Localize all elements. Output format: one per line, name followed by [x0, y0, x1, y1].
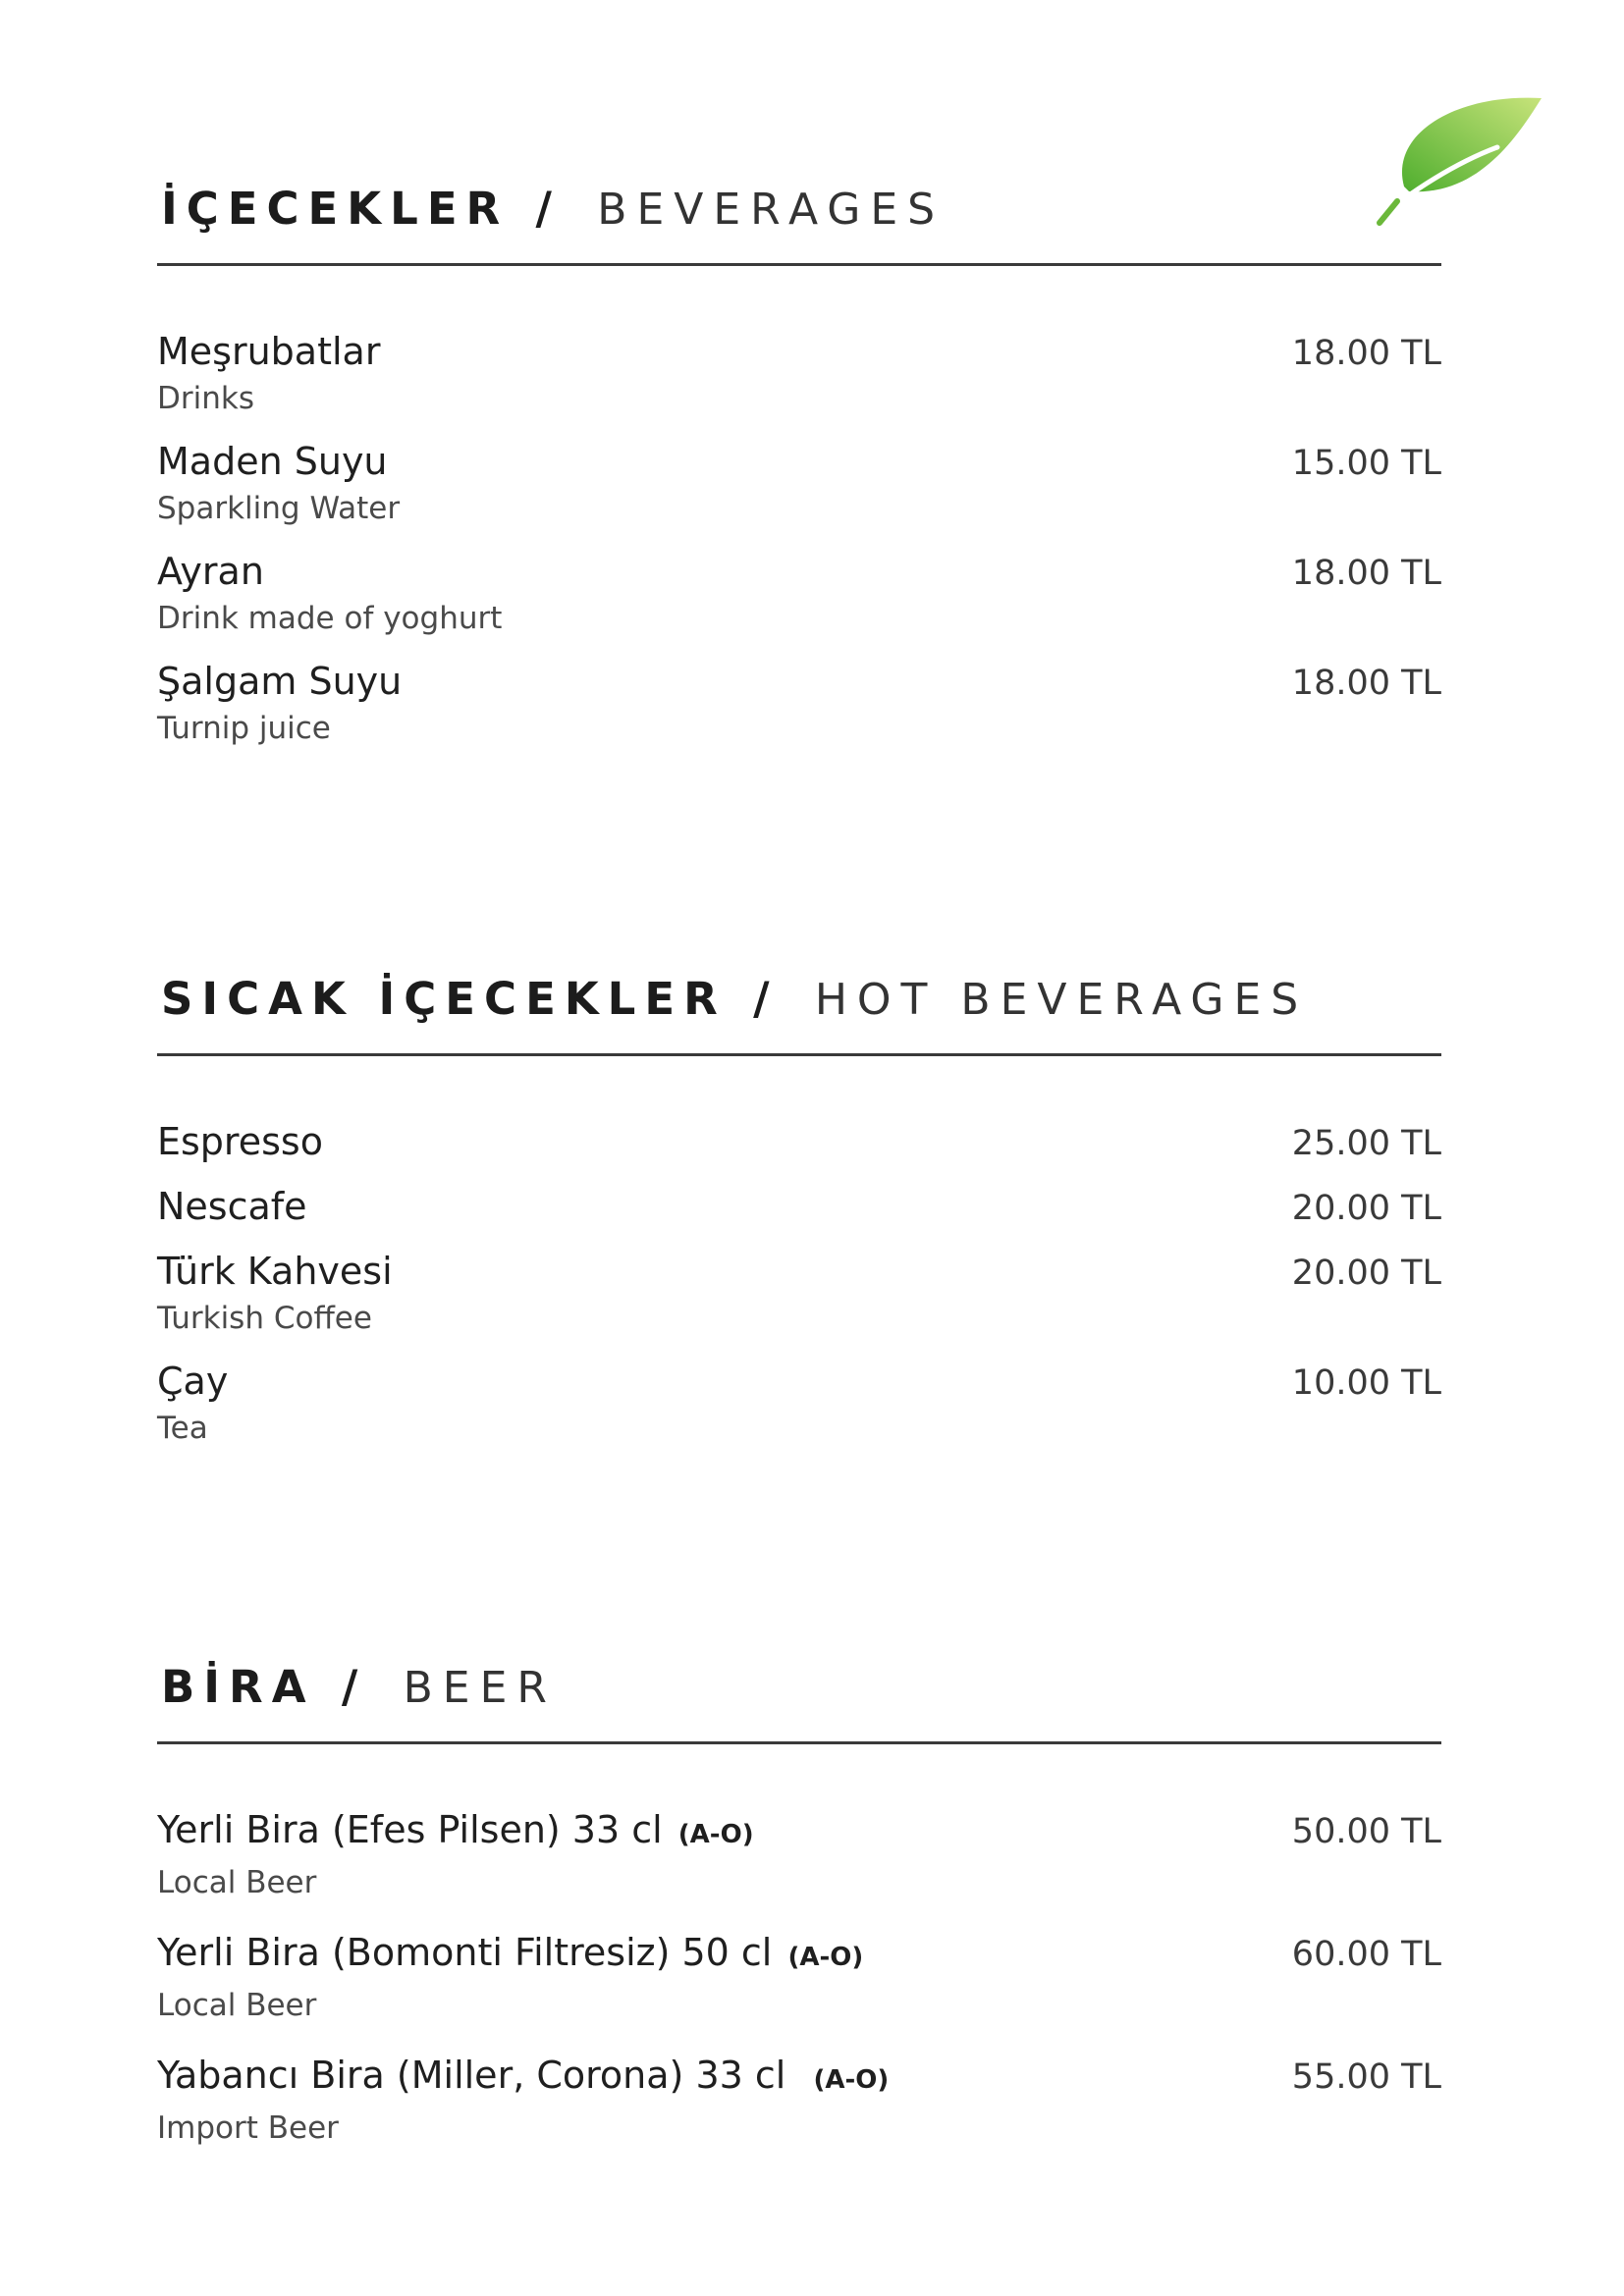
item-price: 18.00 TL: [1291, 554, 1441, 593]
item-price: 50.00 TL: [1291, 1812, 1441, 1851]
age-tag: (A-O): [787, 1943, 864, 1972]
title-slash: /: [535, 183, 561, 235]
item-name: [157, 2054, 1441, 2097]
section-title-en: BEVERAGES: [597, 185, 946, 235]
item-price: 60.00 TL: [1291, 1935, 1441, 1974]
item-name: Ayran: [157, 550, 264, 593]
section-beverages: [157, 183, 1441, 773]
section-title: [157, 973, 1441, 1025]
item-name-text: Yabancı Bira (Miller, Corona) 33 cl: [157, 2054, 786, 2097]
item-description: Drinks: [157, 381, 254, 416]
menu-item: [157, 2056, 1441, 2179]
title-slash: /: [753, 973, 779, 1025]
item-name: [157, 1808, 1441, 1851]
item-name: Şalgam Suyu: [157, 660, 403, 703]
item-price: 25.00 TL: [1291, 1124, 1441, 1163]
menu-item: [157, 660, 1441, 773]
item-name-text: Yerli Bira (Bomonti Filtresiz) 50 cl: [157, 1931, 773, 1974]
item-price: 55.00 TL: [1291, 2057, 1441, 2097]
item-description: Import Beer: [157, 2110, 339, 2146]
item-description: Local Beer: [157, 1865, 317, 1900]
section-hot-beverages: [157, 973, 1441, 1472]
section-divider: [157, 1741, 1441, 1744]
menu-item: [157, 550, 1441, 663]
section-title-tr: BİRA: [161, 1661, 315, 1713]
item-name: [157, 1931, 1441, 1974]
section-divider: [157, 263, 1441, 266]
item-description: Local Beer: [157, 1988, 317, 2023]
item-price: 20.00 TL: [1291, 1189, 1441, 1228]
menu-item: [157, 1808, 1441, 1934]
section-title-en: HOT BEVERAGES: [814, 975, 1309, 1025]
menu-item: [157, 330, 1441, 443]
item-price: 15.00 TL: [1291, 444, 1441, 483]
item-name: Maden Suyu: [157, 440, 388, 483]
item-price: 18.00 TL: [1291, 334, 1441, 373]
section-beer: [157, 1661, 1441, 2179]
item-description: Drink made of yoghurt: [157, 601, 503, 636]
section-title-tr: İÇECEKLER: [161, 183, 510, 235]
title-slash: /: [341, 1661, 367, 1713]
section-divider: [157, 1053, 1441, 1056]
menu-item: [157, 440, 1441, 553]
menu-item: [157, 1120, 1441, 1188]
section-title: [157, 183, 1441, 235]
section-title: [157, 1661, 1441, 1713]
item-description: Turnip juice: [157, 711, 331, 746]
item-name-text: Yerli Bira (Efes Pilsen) 33 cl: [157, 1808, 663, 1851]
item-description: Turkish Coffee: [157, 1301, 372, 1336]
section-title-tr: SICAK İÇECEKLER: [161, 973, 727, 1025]
section-title-en: BEER: [403, 1663, 557, 1713]
item-description: Tea: [157, 1411, 208, 1446]
menu-item: [157, 1250, 1441, 1362]
item-description: Sparkling Water: [157, 491, 401, 526]
item-price: 18.00 TL: [1291, 664, 1441, 703]
item-name: Meşrubatlar: [157, 330, 381, 373]
item-name: Espresso: [157, 1120, 323, 1163]
menu-item: [157, 1362, 1441, 1472]
age-tag: (A-O): [813, 2065, 890, 2095]
item-name: Türk Kahvesi: [157, 1250, 393, 1293]
menu-item: [157, 1185, 1441, 1253]
age-tag: (A-O): [677, 1820, 754, 1849]
menu-item: [157, 1931, 1441, 2056]
item-price: 20.00 TL: [1291, 1254, 1441, 1293]
item-name: Çay: [157, 1360, 229, 1403]
item-price: 10.00 TL: [1291, 1363, 1441, 1403]
item-name: Nescafe: [157, 1185, 307, 1228]
